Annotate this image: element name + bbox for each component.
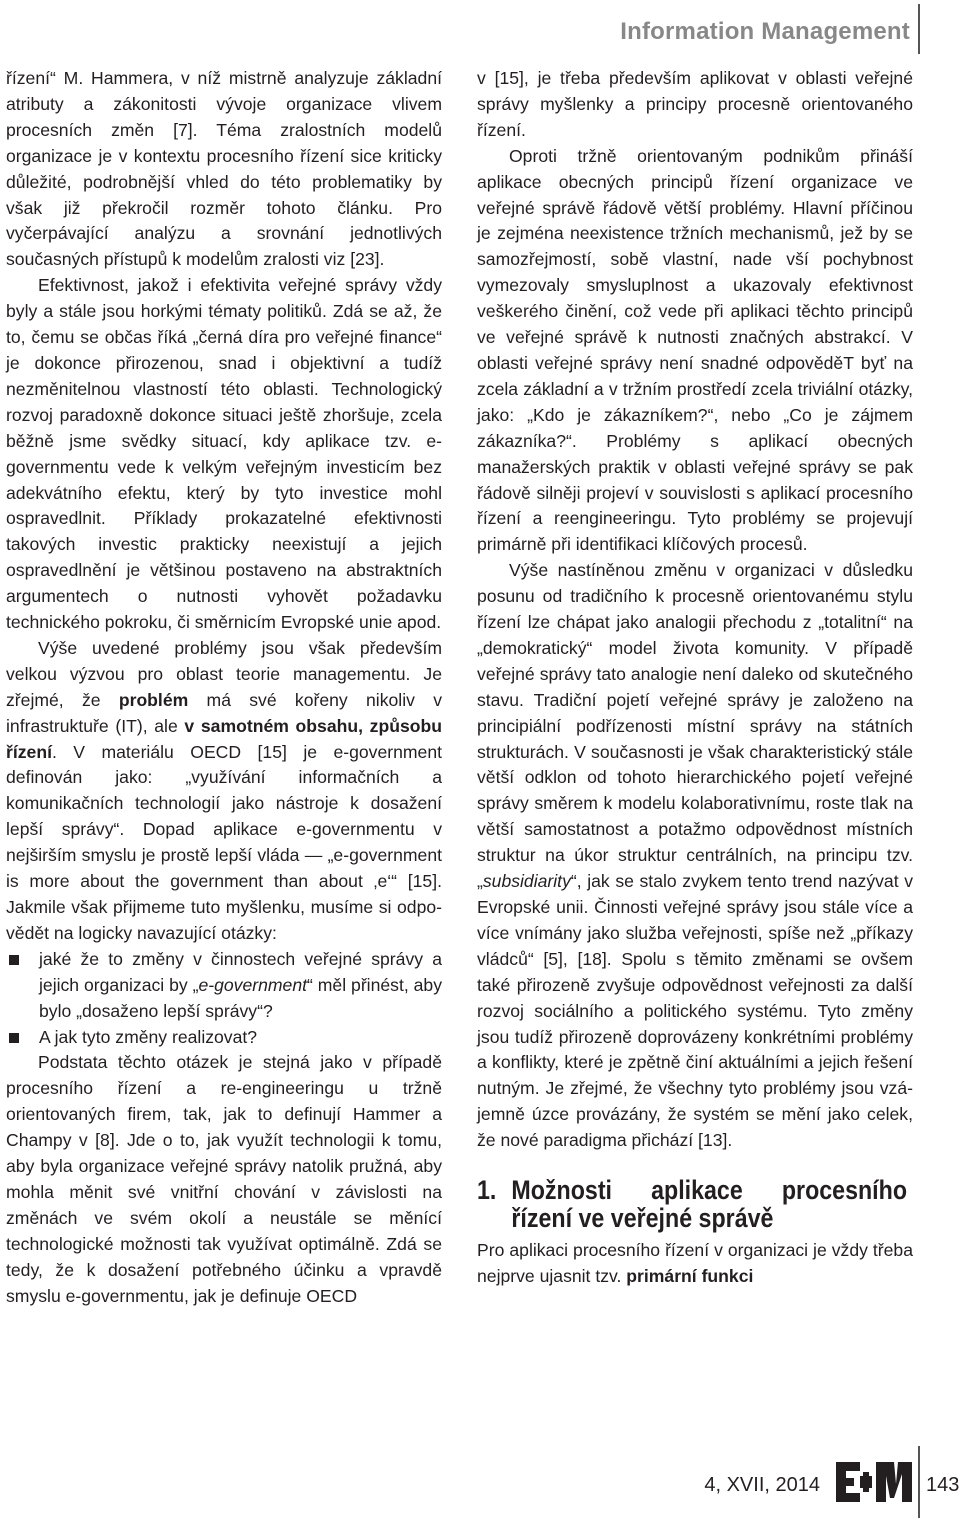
- left-column: [6, 66, 442, 1310]
- footer-divider: [918, 1446, 920, 1518]
- journal-logo: [834, 1458, 914, 1506]
- paragraph: Efektivnost, jakož i efektivita veřejné správy vždy byly a stále jsou horkými tématy politiků. Zdá se až, že to, čemu se občas říká „černá díra pro veřejné finance“ je dokonce přirozenou, snad i objektivní a tudíž nezměnitelnou vlastností této oblasti. Technologický rozvoj paradoxně dokonce situaci ještě zhoršuje, zcela běžně jsme svědky situací, kdy aplikace tzv. e-governmentu vede k velkým veřejným investicím bez adekvátního efektu, který by tyto investice mohl ospravedlnit. Příklady prokazatelné efektivnosti takových investic prakticky neexistují a jejich ospravedlnění je většinou postaveno na abstraktních argumentech o nutnosti vyhovět požadavku technického pokroku, či směrnicím Evropské unie apod.: [6, 275, 442, 633]
- bold-text: v samotném obsahu, způsobu řízení: [6, 715, 442, 762]
- paragraph: v [15], je třeba především aplikovat v oblasti veřejné správy myšlenky a principy procesně orientovaného řízení.: [477, 68, 913, 140]
- section-heading: [477, 1176, 907, 1232]
- header-divider: [918, 4, 920, 54]
- section-number: 1.: [477, 1175, 497, 1206]
- section-title: Možnosti aplikace procesního řízení ve veřejné správě: [511, 1175, 907, 1234]
- page-number: 143: [926, 1474, 960, 1496]
- paragraph: řízení“ M. Hammera, v níž mistrně analyzuje základní atributy a zákonitosti vývoje organizace vlivem procesních změn [7]. Téma zralostních modelů organizace je v kontextu procesního řízení sice kriticky důležité, podrobnější vhled do této problematiky by však již překročil rozměr tohoto článku. Pro vyčerpávající analýzu a srovnání jednotlivých současných přístupů k modelům zralosti viz [23].: [6, 68, 442, 270]
- paragraph: Podstata těchto otázek je stejná jako v případě procesního řízení a re-engineeringu u tržně orientovaných firem, tak, jak to definují Hammer a Champy v [8]. Jde o to, jak využít technologii k tomu, aby byla organizace veřejné správy natolik pružná, aby mohla měnit své vnitřní chování v závislosti na změnách ve svém okolí a neustále se měnící technologické možnosti tak využívat optimálně. Zdá se tedy, že k dosažení potřebného účinku a vpravdě smyslu e-governmentu, jak je definuje OECD: [6, 1052, 442, 1306]
- paragraph: Výše nastíněnou změnu v organizaci v důsledku posunu od tradičního k procesně orientovanému stylu řízení lze chápat jako analogii přechodu z „totalitní“ na „demokratický“ model života komunity. V případě veřejné správy tato analogie není daleko od skutečného stavu. Tradiční pojetí veřejné správy je založeno na principiální podřízenosti místní správy na státních strukturách. V současnosti je však charakteristický stále větší odklon od tohoto hierarchického pojetí veřejné správy směrem k modelu kolaborativnímu, roste tlak na větší samostatnost a potažmo odpovědnost místních struktur na úkor struktur centrálních, na principu tzv. „subsidiarity“, jak se stalo zvykem tento trend nazývat v Evropské unii. Činnosti veřejné správy jsou stále více a více vnímány jako služba veřejnosti, spíše než „příkazy vládců“ [5], [18]. Spolu s těmito změnami se ovšem také přirozeně zvyšuje odpovědnost veřejnosti za další rozvoj sociálního a politického systému. Tyto změny jsou tudíž přirozeně doprovázeny konkrétními problémy a konflikty, které je zpětně činí aktuálními a jejich řešení nutným. Je zřejmé, že všechny tyto problémy jsou vzájemně úzce provázány, že systém se mění jako celek, že nové paradigma přichází [13].: [477, 560, 913, 1151]
- right-column: [477, 66, 913, 1290]
- paragraph: Pro aplikaci procesního řízení v organizaci je vždy třeba nejprve ujasnit tzv. primární funkci: [477, 1240, 913, 1286]
- journal-section-title: Information Management: [620, 18, 910, 45]
- issue-number: 4, XVII, 2014: [704, 1474, 820, 1496]
- paragraph: Výše uvedené problémy jsou však především velkou výzvou pro oblast teorie managementu. Je zřejmé, že problém má své kořeny nikoliv v infrastruktuře (IT), ale v samotném obsahu, způsobu řízení. V materiálu OECD [15] je e-government definován jako: „využívání informačních a komunikačních technologií jako nástroje k dosažení lepší správy“. Dopad aplikace e-governmentu v nejširším smyslu je prostě lepší vláda — „e-government is more about the government than about ‚e‘“ [15]. Jakmile však přijmeme tuto myšlenku, musíme si odpovědět na logicky navazující otázky:: [6, 637, 442, 943]
- bold-text: problém: [118, 689, 189, 710]
- list-item: A jak tyto změny realizovat?: [6, 1025, 442, 1051]
- italic-text: e-government: [198, 974, 308, 995]
- question-list: [6, 947, 442, 1051]
- bold-text: primární funkci: [626, 1265, 754, 1286]
- paragraph: Oproti tržně orientovaným podnikům přináší aplikace obecných principů řízení organizace ve veřejné správě řádově větší problémy. Hlavní příčinou je zejména neexistence tržních mechanismů, jež by se samozřejmostí, sobě vlastní, nade vší pochybnost vymezovaly smysluplnost a ukazovaly efektivnost veškerého činění, což vede při aplikaci těchto principů ve veřejné správě k nutnosti značných abstrakcí. V oblasti veřejné správy není snadné odpověděT byť na zcela základní a v tržním prostředí zcela triviální otázky, jako: „Kdo je zákazníkem?“, nebo „Co je zájmem zákazníka?“. Problémy s aplikací obecných manažerských praktik v oblasti veřejné správy se pak řádově silněji projeví v souvislosti s aplikací procesního řízení a reengineeringu. Tyto problémy se projevují primárně při identifikaci klíčových procesů.: [477, 145, 913, 555]
- italic-text: subsidiarity: [482, 871, 571, 892]
- list-item: jaké že to změny v činnostech veřejné správy a jejich organizaci by „e-government“ měl přinést, aby bylo „dosaženo lepší správy“?: [6, 947, 442, 1025]
